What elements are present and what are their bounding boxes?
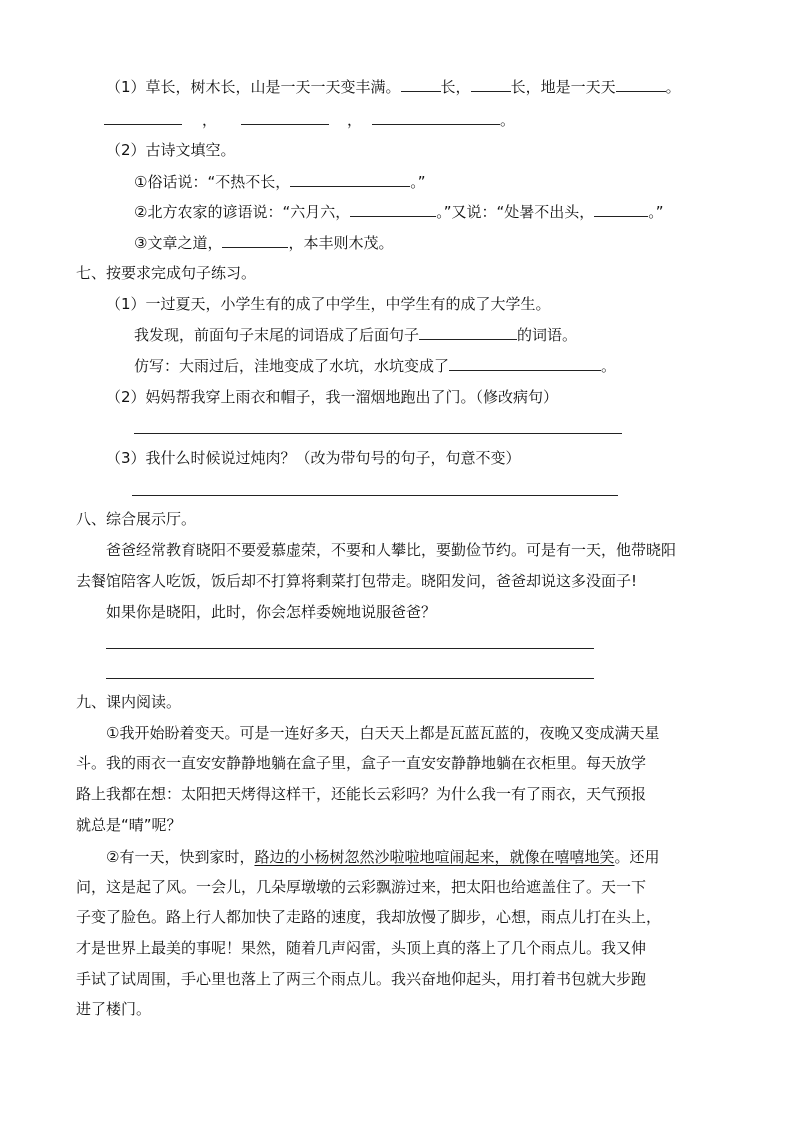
q6-2-2-text: ②北方农家的谚语说：“六月六， xyxy=(134,203,351,221)
q6-2-1-end: 。” xyxy=(410,173,426,191)
q7-1-find xyxy=(134,325,577,345)
q6-2-2 xyxy=(134,202,664,222)
answer-line[interactable] xyxy=(132,495,618,496)
s9-paragraph-line: 进了楼门。 xyxy=(76,1000,152,1018)
s9-paragraph-line: ①我开始盼着变天。可是一连好多天，白天天上都是瓦蓝瓦蓝的，夜晚又变成满天星 xyxy=(106,724,660,742)
q7-1-imit-end: 。 xyxy=(601,357,617,375)
s9-paragraph-line: 斗。我的雨衣一直安安静静地躺在盒子里，盒子一直安安静静地躺在衣柜里。每天放学 xyxy=(76,754,647,772)
answer-line[interactable] xyxy=(134,433,622,434)
blank-field[interactable] xyxy=(471,77,511,92)
section8-title: 八、综合展示厅。 xyxy=(76,510,197,528)
s9-paragraph-line: 子变了脸色。路上行人都加快了走路的速度，我却放慢了脚步，心想，雨点儿打在头上， xyxy=(76,908,662,926)
q7-3: （3）我什么时候说过炖肉？（改为带句号的句子，句意不变） xyxy=(106,449,521,467)
section7-title: 七、按要求完成句子练习。 xyxy=(76,264,257,282)
blank-field[interactable] xyxy=(104,110,182,125)
s9-paragraph-line xyxy=(106,847,659,867)
separator: ， xyxy=(202,111,218,129)
q6-2-1-text: ①俗话说：“不热不长， xyxy=(134,173,291,191)
blank-field[interactable] xyxy=(290,172,410,187)
q6-1-text-c: 长，地是一天天 xyxy=(510,78,616,96)
s9-paragraph-line: 问，这是起了风。一会儿，几朵厚墩墩的云彩飘游过来，把太阳也给遮盖住了。天一下 xyxy=(76,878,647,896)
q7-1: （1）一过夏天，小学生有的成了中学生，中学生有的成了大学生。 xyxy=(106,295,551,313)
blank-field[interactable] xyxy=(616,77,666,92)
q6-1-text-b: 长， xyxy=(440,78,471,96)
blank-field[interactable] xyxy=(350,202,436,217)
q6-1-text-d: 。 xyxy=(665,78,681,96)
s9-paragraph-line: 手试了试周围，手心里也落上了两三个雨点儿。我兴奋地仰起头，用打着书包就大步跑 xyxy=(76,970,647,988)
q7-1-find-text: 我发现，前面句子末尾的词语成了后面句子 xyxy=(134,326,420,344)
blank-field[interactable] xyxy=(241,110,329,125)
section9-title: 九、课内阅读。 xyxy=(76,693,182,711)
s8-paragraph-line: 爸爸经常教育晓阳不要爱慕虚荣，不要和人攀比，要勤俭节约。可是有一天，他带晓阳 xyxy=(106,541,677,559)
s9-p2-text-b: 。还用 xyxy=(614,848,660,866)
q7-1-imitate xyxy=(134,356,616,376)
q6-2-3-text: ③文章之道， xyxy=(134,234,223,252)
blank-field[interactable] xyxy=(222,233,288,248)
blank-field[interactable] xyxy=(419,325,517,340)
q6-2-3-end: ，本丰则木茂。 xyxy=(288,234,394,252)
q6-1-line1 xyxy=(106,77,681,97)
answer-line[interactable] xyxy=(106,648,594,649)
blank-field[interactable] xyxy=(401,77,441,92)
q6-2-3 xyxy=(134,233,393,253)
s8-paragraph-line: 去餐馆陪客人吃饭，饭后却不打算将剩菜打包带走。晓阳发问，爸爸却说这多没面子! xyxy=(76,572,638,590)
q6-1-line2 xyxy=(104,110,515,130)
separator: ， xyxy=(347,111,363,129)
q6-2-title: （2）古诗文填空。 xyxy=(106,141,236,159)
q7-1-find-end: 的词语。 xyxy=(517,326,578,344)
q6-2-2-mid: 。”又说：“处暑不出头， xyxy=(436,203,595,221)
q7-2: （2）妈妈帮我穿上雨衣和帽子，我一溜烟地跑出了门。（修改病句） xyxy=(106,388,559,406)
answer-line[interactable] xyxy=(106,678,594,679)
s8-question: 如果你是晓阳，此时，你会怎样委婉地说服爸爸？ xyxy=(106,603,437,621)
blank-field[interactable] xyxy=(449,356,601,371)
blank-field[interactable] xyxy=(594,202,648,217)
blank-field[interactable] xyxy=(372,110,500,125)
s9-paragraph-line: 才是世界上最美的事呢！果然，随着几声闷雷，头顶上真的落上了几个雨点儿。我又伸 xyxy=(76,939,647,957)
q6-2-1 xyxy=(134,172,426,192)
q7-1-imit-text: 仿写：大雨过后，洼地变成了水坑，水坑变成了 xyxy=(134,357,450,375)
s9-p2-text: ②有一天，快到家时， xyxy=(106,848,255,866)
s9-paragraph-line: 路上我都在想：太阳把天烤得这样干，还能长云彩吗？为什么我一有了雨衣，天气预报 xyxy=(76,785,647,803)
underlined-sentence: 路边的小杨树忽然沙啦啦地喧闹起来，就像在嘻嘻地笑 xyxy=(254,848,615,866)
s9-paragraph-line: 就总是“晴”呢？ xyxy=(76,816,182,834)
separator: 。 xyxy=(500,111,516,129)
q6-2-2-end: 。” xyxy=(648,203,664,221)
q6-1-text: （1）草长，树木长，山是一天一天变丰满。 xyxy=(106,78,401,96)
